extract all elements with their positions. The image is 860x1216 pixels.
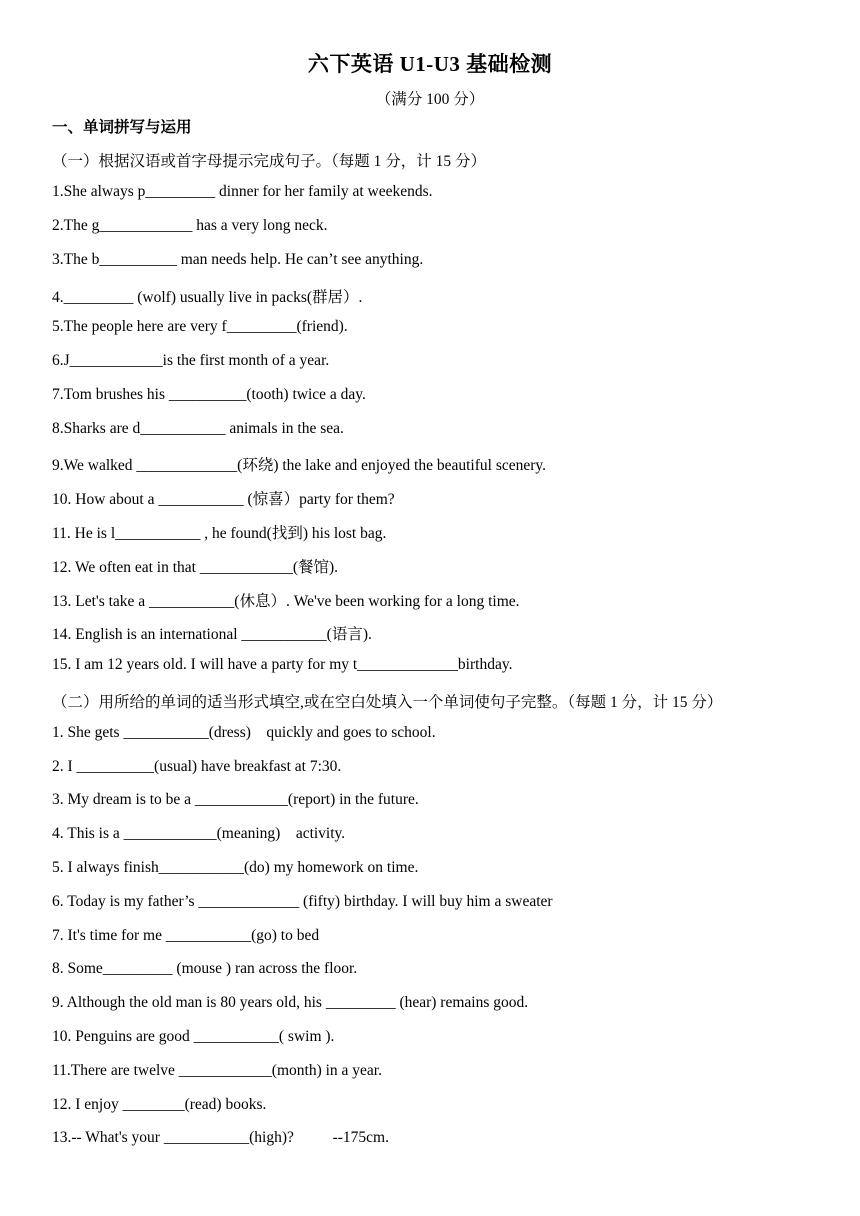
part1-question: 1.She always p_________ dinner for her family at weekends.: [52, 183, 433, 200]
part2-question: 1. She gets ___________(dress) quickly and goes to school.: [52, 724, 436, 741]
part2-question: 11.There are twelve ____________(month) in a year.: [52, 1062, 382, 1079]
part1-question: 3.The b__________ man needs help. He can’t see anything.: [52, 251, 424, 268]
part2-question: 12. I enjoy ________(read) books.: [52, 1096, 267, 1113]
part2-question: 2. I __________(usual) have breakfast at 7:30.: [52, 758, 342, 775]
part1-question: 10. How about a ___________ (惊喜）party for them?: [52, 491, 395, 508]
section-heading: 一、单词拼写与运用: [52, 119, 192, 136]
part2-heading: （二）用所给的单词的适当形式填空,或在空白处填入一个单词使句子完整。（每题 1 分，计 15 分）: [52, 694, 723, 711]
part2-question: 7. It's time for me ___________(go) to bed: [52, 927, 320, 944]
part1-question: 7.Tom brushes his __________(tooth) twice a day.: [52, 386, 366, 403]
part1-question: 6.J____________is the first month of a year.: [52, 352, 330, 369]
part2-question: 8. Some_________ (mouse ) ran across the floor.: [52, 960, 358, 977]
part2-question: 9. Although the old man is 80 years old, his _________ (hear) remains good.: [52, 994, 529, 1011]
part1-question: 5.The people here are very f_________(friend).: [52, 318, 348, 335]
part1-heading: （一）根据汉语或首字母提示完成句子。（每题 1 分，计 15 分）: [52, 153, 487, 170]
part2-question: 10. Penguins are good ___________( swim ).: [52, 1028, 335, 1045]
part1-question: 2.The g____________ has a very long neck.: [52, 217, 328, 234]
part2-question: 6. Today is my father’s _____________ (fifty) birthday. I will buy him a sweater: [52, 893, 553, 910]
part1-question: 15. I am 12 years old. I will have a party for my t_____________birthday.: [52, 656, 513, 673]
part2-question: 4. This is a ____________(meaning) activity.: [52, 825, 346, 842]
part1-question: 12. We often eat in that ____________(餐馆).: [52, 559, 339, 576]
part1-question: 11. He is l___________ , he found(找到) his lost bag.: [52, 525, 387, 542]
page-title: 六下英语 U1-U3 基础检测: [307, 52, 553, 76]
part2-question: 13.-- What's your ___________(high)? --175cm.: [52, 1129, 389, 1146]
part1-question: 4._________ (wolf) usually live in packs(群居）.: [52, 289, 363, 306]
part2-question: 5. I always finish___________(do) my homework on time.: [52, 859, 419, 876]
part1-question: 8.Sharks are d___________ animals in the sea.: [52, 420, 344, 437]
part2-question: 3. My dream is to be a ____________(report) in the future.: [52, 791, 419, 808]
part1-question: 9.We walked _____________(环绕) the lake and enjoyed the beautiful scenery.: [52, 457, 547, 474]
page-subtitle: （满分 100 分）: [375, 91, 485, 108]
part1-question: 13. Let's take a ___________(休息）. We've been working for a long time.: [52, 593, 520, 610]
part1-question: 14. English is an international ___________(语言).: [52, 626, 372, 643]
